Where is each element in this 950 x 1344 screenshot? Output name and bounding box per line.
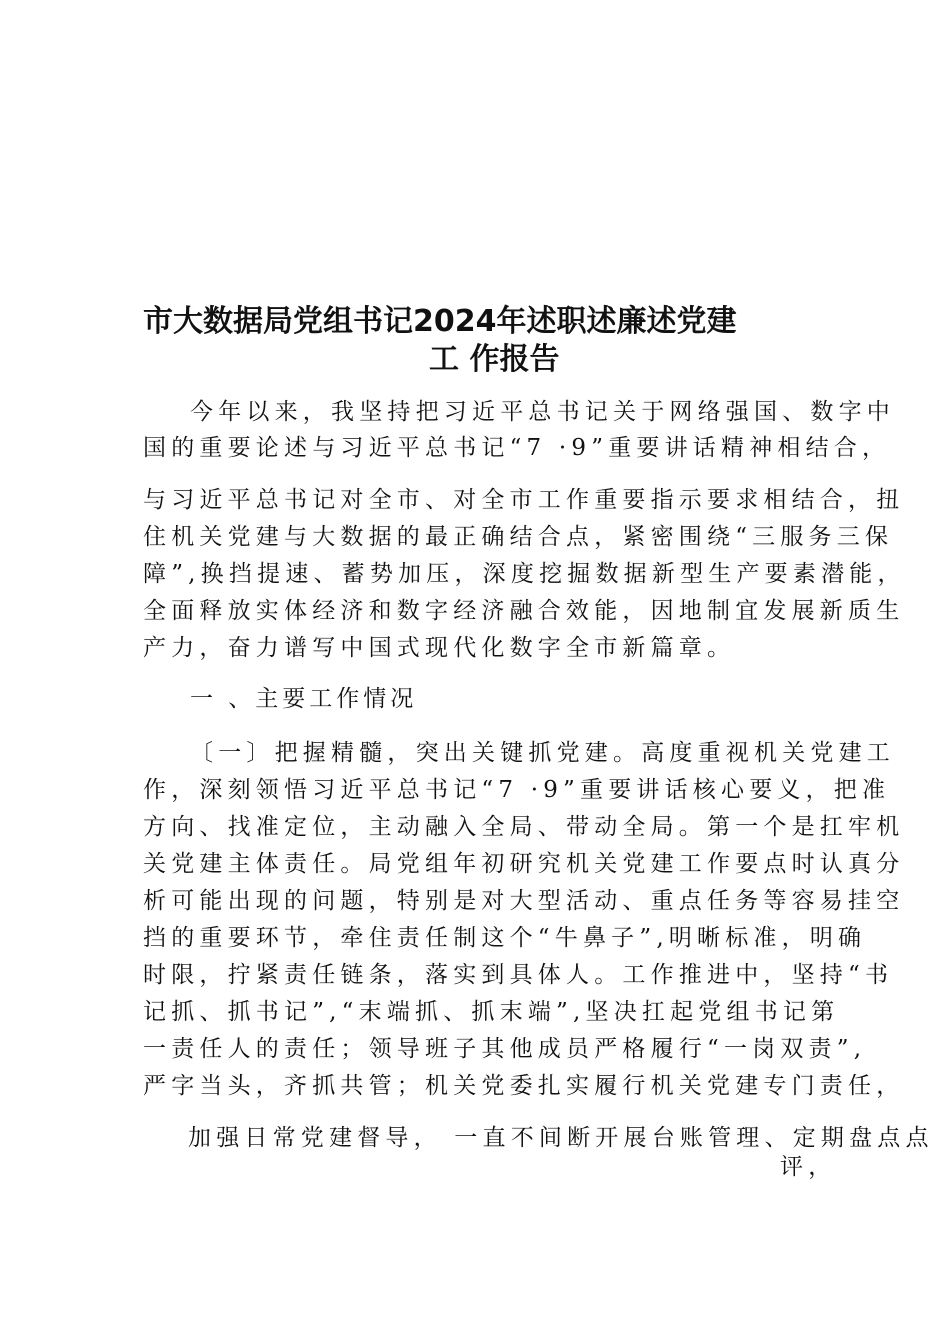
section-line-5: 析可能出现的问题，特别是对大型活动、重点任务等容易挂空: [143, 888, 905, 914]
section-line-8: 记抓、抓书记”,“末端抓、抓末端”,坚决扛起党组书记第: [143, 999, 840, 1025]
section-line-7: 时限，拧紧责任链条，落实到具体人。工作推进中，坚持“书: [143, 962, 894, 988]
section-line-3: 方向、找准定位，主动融入全局、带动全局。第一个是扛牢机: [143, 814, 905, 840]
section-line-9: 一责任人的责任；领导班子其他成员严格履行“一岗双责”,: [143, 1036, 867, 1062]
section-line-4: 关党建主体责任。局党组年初研究机关党建工作要点时认真分: [143, 851, 905, 877]
section-line-10: 严字当头，齐抓共管；机关党委扎实履行机关党建专门责任，: [143, 1073, 905, 1099]
section-line-6: 挡的重要环节，牵住责任制这个“牛鼻子”,明晰标准，明确: [143, 925, 867, 951]
document-title-line-1: 市大数据局党组书记2024年述职述廉述党建: [143, 304, 737, 339]
intro-line-7: 产力，奋力谱写中国式现代化数字全市新篇章。: [143, 635, 736, 661]
intro-line-2: 国的重要论述与习近平总书记“7 ·9”重要讲话精神相结合，: [143, 435, 891, 461]
continuation-tail: 评，: [780, 1154, 837, 1180]
continuation-line: 加强日常党建督导， 一直不间断开展台账管理、定期盘点点: [188, 1125, 934, 1151]
intro-line-6: 全面释放实体经济和数字经济融合效能，因地制宜发展新质生: [143, 598, 905, 624]
section-line-2: 作，深刻领悟习近平总书记“7 ·9”重要讲话核心要义，把准: [143, 777, 891, 803]
intro-line-3: 与习近平总书记对全市、对全市工作重要指示要求相结合，扭: [143, 487, 905, 513]
intro-line-5: 障”,换挡提速、蓄势加压，深度挖掘数据新型生产要素潜能，: [143, 561, 906, 587]
intro-line-1: 今年以来，我坚持把习近平总书记关于网络强国、数字中: [190, 399, 895, 425]
section-line-1: 〔一〕把握精髓，突出关键抓党建。高度重视机关党建工: [190, 740, 895, 766]
section-heading: 一 、主要工作情况: [190, 686, 418, 712]
document-title-line-2: 工 作报告: [429, 342, 560, 377]
intro-line-4: 住机关党建与大数据的最正确结合点，紧密围绕“三服务三保: [143, 524, 894, 550]
